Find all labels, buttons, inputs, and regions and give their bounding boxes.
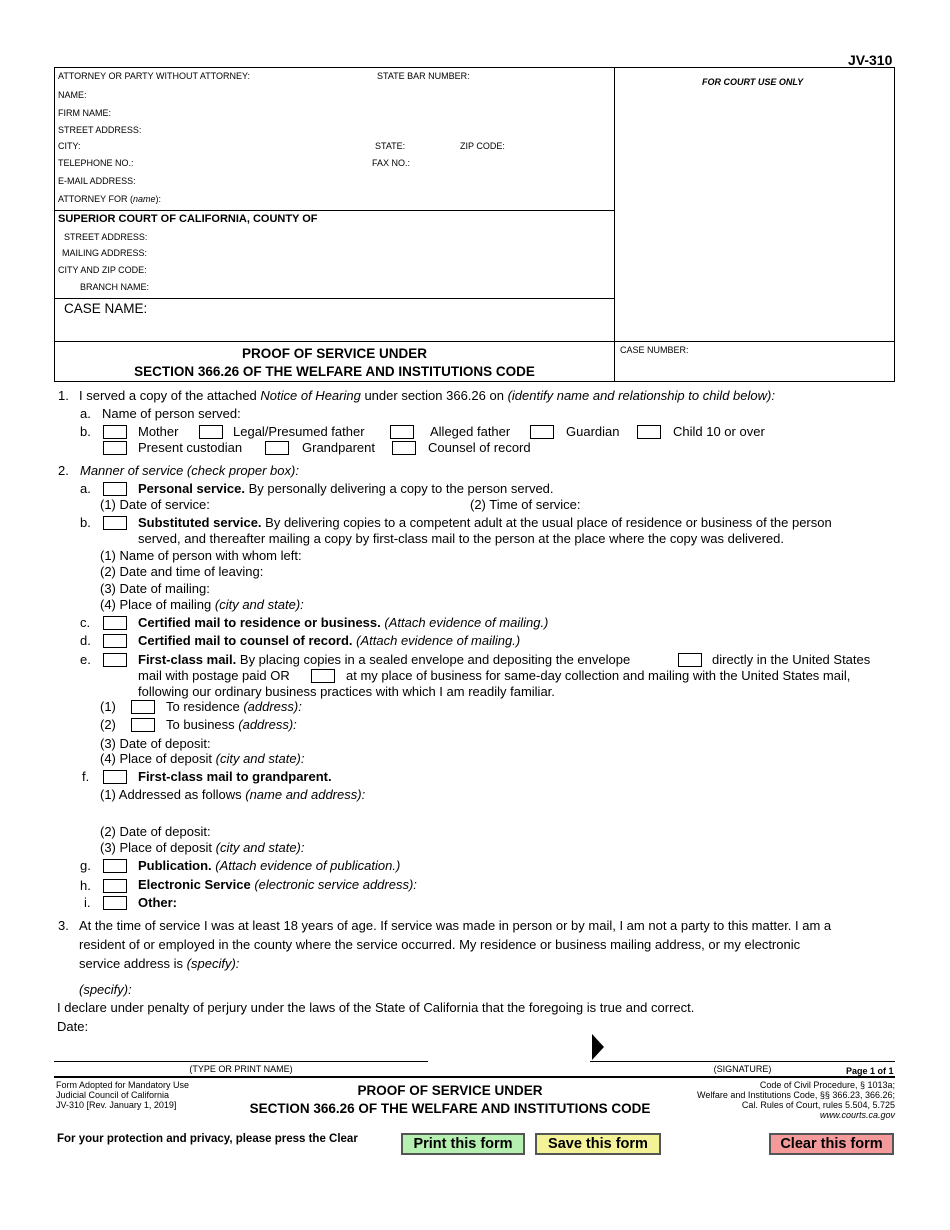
substituted-service-text: Substituted service. By delivering copies to a competent adult at the usual place of residence or business of the person	[138, 515, 832, 530]
to-business-checkbox[interactable]	[131, 718, 155, 732]
adopted-line1: Form Adopted for Mandatory Use	[56, 1080, 190, 1090]
item1-number: 1.	[58, 388, 69, 403]
item2e3-label: (3) Date of deposit:	[100, 736, 211, 751]
item2b2-label: (2) Date and time of leaving:	[100, 564, 264, 579]
person-served-input[interactable]	[256, 406, 856, 420]
to-residence-checkbox[interactable]	[131, 700, 155, 714]
name-line	[54, 1061, 428, 1062]
place-of-mailing-input[interactable]	[332, 597, 850, 611]
substituted-service-text2: served, and thereafter mailing a copy by first-class mail to the person at the place where the copy was delivered.	[138, 531, 784, 546]
counsel-checkbox[interactable]	[392, 441, 416, 455]
title-line1: PROOF OF SERVICE UNDER	[241, 346, 428, 361]
first-class-mail-text: First-class mail. By placing copies in a sealed envelope and depositing the envelope	[138, 652, 631, 667]
item2b-letter: b.	[80, 515, 91, 530]
print-button[interactable]: Print this form	[401, 1133, 525, 1155]
date-of-mailing-input[interactable]	[230, 581, 850, 595]
date-of-service-input[interactable]	[232, 497, 452, 511]
first-class-mail-checkbox[interactable]	[103, 653, 127, 667]
declaration-date-input[interactable]	[96, 1019, 316, 1033]
state-input[interactable]	[412, 139, 452, 153]
item2a-letter: a.	[80, 481, 91, 496]
us-mail-checkbox[interactable]	[678, 653, 702, 667]
item2d-letter: d.	[80, 633, 91, 648]
form-id: JV-310	[848, 52, 893, 68]
court-mailing-input[interactable]	[154, 246, 606, 260]
grandparent-mail-checkbox[interactable]	[103, 770, 127, 784]
item2-intro: Manner of service (check proper box):	[80, 463, 299, 478]
item2f1-label: (1) Addressed as follows (name and address):	[100, 787, 366, 802]
item1a-label: Name of person served:	[102, 406, 241, 421]
custodian-label: Present custodian	[138, 440, 243, 455]
certified-residence-text: Certified mail to residence or business. (Attach evidence of mailing.)	[138, 615, 549, 630]
certified-counsel-text: Certified mail to counsel of record. (Attach evidence of mailing.)	[138, 633, 521, 648]
name-input[interactable]	[90, 88, 605, 102]
item2e2-number: (2)	[100, 717, 116, 732]
court-mailing-label: MAILING ADDRESS:	[62, 248, 148, 258]
child-label: Child 10 or over	[673, 424, 765, 439]
item2f-letter: f.	[82, 769, 90, 784]
certified-residence-checkbox[interactable]	[103, 616, 127, 630]
attorney-for-input[interactable]	[172, 192, 606, 206]
court-street-label: STREET ADDRESS:	[64, 232, 148, 242]
specify-label: (specify):	[79, 982, 132, 997]
deposit-place-input[interactable]	[334, 751, 850, 765]
date-of-service-label: (1) Date of service:	[100, 497, 210, 512]
case-number-label: CASE NUMBER:	[620, 345, 689, 355]
street-input[interactable]	[148, 123, 606, 137]
header-divider	[614, 67, 615, 382]
grandparent-label: Grandparent	[302, 440, 375, 455]
court-city-zip-label: CITY AND ZIP CODE:	[58, 265, 147, 275]
attorney-label: ATTORNEY OR PARTY WITHOUT ATTORNEY:	[58, 71, 251, 81]
grandparent-checkbox[interactable]	[265, 441, 289, 455]
item2h-letter: h.	[80, 878, 91, 893]
zip-input[interactable]	[510, 139, 606, 153]
court-use-label: FOR COURT USE ONLY	[702, 77, 804, 87]
item3-number: 3.	[58, 918, 69, 933]
item2b4-label: (4) Place of mailing (city and state):	[100, 597, 304, 612]
item2c-letter: c.	[80, 615, 91, 630]
business-mail-checkbox[interactable]	[311, 669, 335, 683]
item2e4-label: (4) Place of deposit (city and state):	[100, 751, 305, 766]
county-input[interactable]	[356, 212, 606, 226]
signature-arrow-icon	[592, 1034, 604, 1060]
personal-service-text: Personal service. By personally delivering a copy to the person served.	[138, 481, 554, 496]
footer-title1: PROOF OF SERVICE UNDER	[357, 1083, 543, 1098]
certified-counsel-checkbox[interactable]	[103, 634, 127, 648]
page-number: Page 1 of 1	[846, 1066, 894, 1076]
phone-label: TELEPHONE NO.:	[58, 158, 134, 168]
alleged-father-label: Alleged father	[430, 424, 511, 439]
guardian-checkbox[interactable]	[530, 425, 554, 439]
grandparent-deposit-place-input[interactable]	[334, 840, 850, 854]
signature-caption: (SIGNATURE)	[713, 1064, 772, 1074]
alleged-father-checkbox[interactable]	[390, 425, 414, 439]
date-label: Date:	[57, 1019, 89, 1034]
type-name-caption: (TYPE OR PRINT NAME)	[189, 1064, 293, 1074]
name-label: NAME:	[58, 90, 87, 100]
title-divider	[54, 341, 895, 342]
street-label: STREET ADDRESS:	[58, 125, 142, 135]
court-title: SUPERIOR COURT OF CALIFORNIA, COUNTY OF	[58, 213, 318, 225]
court-divider	[54, 298, 615, 299]
legal-father-label: Legal/Presumed father	[233, 424, 365, 439]
grandparent-mail-label: First-class mail to grandparent.	[138, 769, 332, 784]
adopted-line2: Judicial Council of California	[56, 1090, 170, 1100]
personal-service-checkbox[interactable]	[103, 482, 127, 496]
us-mail-text: directly in the United States	[712, 652, 871, 667]
court-city-zip-input[interactable]	[154, 263, 606, 277]
attorney-for-label: ATTORNEY FOR (name):	[58, 194, 162, 204]
legal-father-checkbox[interactable]	[199, 425, 223, 439]
title-line2: SECTION 366.26 OF THE WELFARE AND INSTITUTIONS CODE	[134, 364, 535, 379]
electronic-service-checkbox[interactable]	[103, 879, 127, 893]
counsel-label: Counsel of record	[428, 440, 531, 455]
privacy-text: For your protection and privacy, please press the Clear	[57, 1133, 358, 1145]
courts-url: www.courts.ca.gov	[819, 1110, 895, 1120]
item2f2-label: (2) Date of deposit:	[100, 824, 211, 839]
declaration-text: I declare under penalty of perjury under the laws of the State of California that the foregoing is true and correct.	[57, 1000, 695, 1015]
typed-name-input[interactable]	[60, 1045, 420, 1059]
item2e-letter: e.	[80, 652, 91, 667]
item3-line3: service address is (specify):	[79, 956, 240, 971]
server-address-input[interactable]	[260, 956, 850, 970]
phone-input[interactable]	[140, 156, 365, 170]
publication-text: Publication. (Attach evidence of publication.)	[138, 858, 401, 873]
publication-checkbox[interactable]	[103, 859, 127, 873]
other-label: Other:	[138, 895, 177, 910]
item2e1-number: (1)	[100, 699, 116, 714]
to-residence-label: To residence (address):	[166, 699, 302, 714]
postage-text: mail with postage paid OR	[138, 668, 290, 683]
save-button[interactable]: Save this form	[535, 1133, 661, 1155]
court-street-input[interactable]	[154, 230, 606, 244]
mother-checkbox[interactable]	[103, 425, 127, 439]
firm-label: FIRM NAME:	[58, 108, 111, 118]
email-label: E-MAIL ADDRESS:	[58, 176, 136, 186]
state-label: STATE:	[375, 141, 406, 151]
other-checkbox[interactable]	[103, 896, 127, 910]
residence-address-input[interactable]	[312, 699, 850, 713]
adopted-line3: JV-310 [Rev. January 1, 2019]	[56, 1100, 177, 1110]
business-practices-text: following our ordinary business practices with which I am readily familiar.	[138, 684, 555, 699]
time-of-service-input[interactable]	[600, 497, 850, 511]
footer-rule	[54, 1076, 895, 1078]
item3-line2: resident of or employed in the county where the service occurred. My residence or business mailing address, or my electronic	[79, 937, 801, 952]
to-business-label: To business (address):	[166, 717, 297, 732]
child-checkbox[interactable]	[637, 425, 661, 439]
case-number-input[interactable]	[620, 362, 888, 376]
city-input[interactable]	[86, 139, 366, 153]
electronic-service-text: Electronic Service (electronic service address):	[138, 877, 417, 892]
item3-line1: At the time of service I was at least 18 years of age. If service was made in person or by mail, I am not a party to this matter. I am a	[79, 918, 832, 933]
business-address-input[interactable]	[312, 717, 850, 731]
item2i-letter: i.	[84, 895, 91, 910]
time-of-service-label: (2) Time of service:	[470, 497, 581, 512]
item1a-letter: a.	[80, 406, 91, 421]
state-bar-label: STATE BAR NUMBER:	[377, 71, 470, 81]
case-name-label: CASE NAME:	[64, 301, 148, 316]
clear-button[interactable]: Clear this form	[769, 1133, 894, 1155]
item1-text: I served a copy of the attached Notice of Hearing under section 366.26 on (identify name and relationship to child below):	[79, 388, 775, 403]
deposit-date-input[interactable]	[232, 736, 850, 750]
attorney-divider	[54, 210, 615, 211]
mother-label: Mother	[138, 424, 179, 439]
ref-line3: Cal. Rules of Court, rules 5.504, 5.725	[741, 1100, 895, 1110]
item2-number: 2.	[58, 463, 69, 478]
fax-input[interactable]	[414, 156, 606, 170]
court-branch-label: BRANCH NAME:	[80, 282, 150, 292]
item2f3-label: (3) Place of deposit (city and state):	[100, 840, 305, 855]
zip-label: ZIP CODE:	[460, 141, 505, 151]
grandparent-deposit-date-input[interactable]	[232, 824, 850, 838]
item2b3-label: (3) Date of mailing:	[100, 581, 210, 596]
case-name-input[interactable]	[64, 320, 604, 334]
grandparent-address-input[interactable]	[400, 787, 850, 801]
other-input[interactable]	[188, 895, 850, 909]
substituted-service-checkbox[interactable]	[103, 516, 127, 530]
item2b1-label: (1) Name of person with whom left:	[100, 548, 302, 563]
item2g-letter: g.	[80, 858, 91, 873]
ref-line1: Code of Civil Procedure, § 1013a;	[759, 1080, 895, 1090]
electronic-address-input[interactable]	[446, 877, 850, 891]
guardian-label: Guardian	[566, 424, 620, 439]
footer-title2: SECTION 366.26 OF THE WELFARE AND INSTITUTIONS CODE	[249, 1101, 651, 1116]
ref-line2: Welfare and Institutions Code, §§ 366.23, 366.26;	[697, 1090, 895, 1100]
email-input[interactable]	[142, 174, 606, 188]
person-left-input[interactable]	[330, 548, 850, 562]
custodian-checkbox[interactable]	[103, 441, 127, 455]
item1b-letter: b.	[80, 424, 91, 439]
business-mail-text: at my place of business for same-day collection and mailing with the United States mail,	[346, 668, 851, 683]
signature-line	[590, 1061, 895, 1062]
fax-label: FAX NO.:	[372, 158, 411, 168]
firm-input[interactable]	[116, 106, 606, 120]
court-branch-input[interactable]	[154, 280, 606, 294]
city-label: CITY:	[58, 141, 81, 151]
date-time-leaving-input[interactable]	[290, 564, 850, 578]
